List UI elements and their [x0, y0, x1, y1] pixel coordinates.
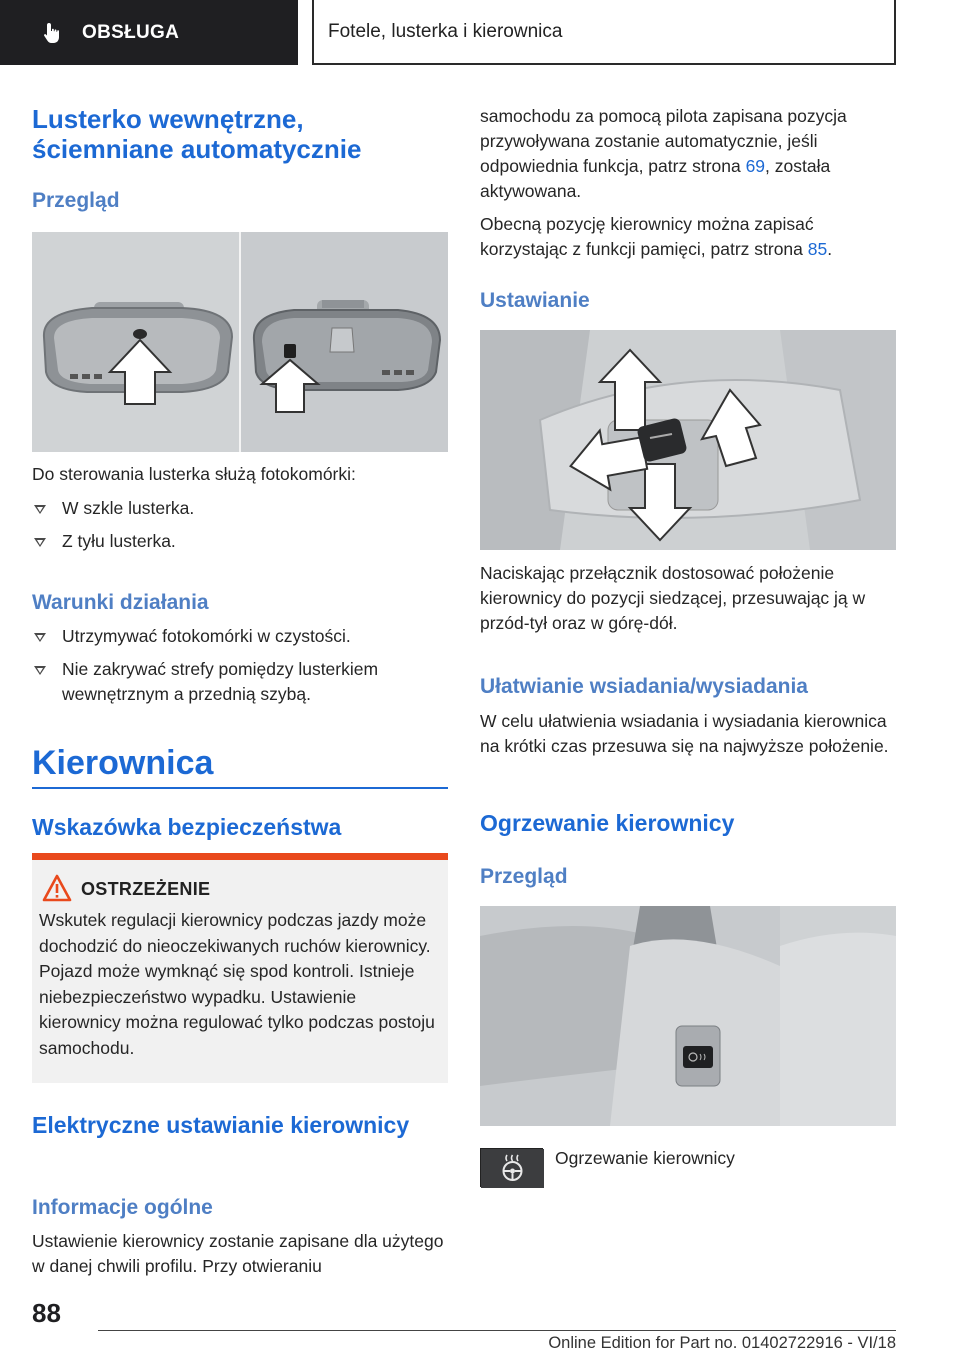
warning-text: Wskutek regulacji kierownicy podczas jazdy może dochodzić do nieoczekiwanych ruchów kierownicy. Pojazd może wymknąć się spod kontroli. Istnieje niebezpieczeństwo wypadku. Ustawienie kierownicy można regulować tylko podczas postoju samochodu.: [39, 910, 435, 1058]
list-item: Utrzymywać fotokomórki w czystości.: [32, 624, 448, 649]
warning-triangle-icon: [42, 874, 72, 902]
easy-entry-text: W celu ułatwienia wsiadania i wysiadania kierownica na krótki czas przesuwa się na najwyższe położenie.: [480, 711, 889, 756]
conditions-heading: Warunki działania: [32, 591, 209, 614]
steering-wheel-heading: Kierownica: [32, 744, 214, 782]
warning-title: OSTRZEŻENIE: [81, 879, 211, 899]
page-link-69[interactable]: 69: [745, 156, 766, 176]
section-label: OBSŁUGA: [82, 21, 180, 43]
bullet-triangle-icon: [34, 538, 46, 547]
electric-adjust-heading: Elektryczne ustawianie kierownicy: [32, 1112, 410, 1138]
mirror-heading: Lusterko wewnętrzne, ściemniane automatycznie: [32, 104, 362, 164]
list-item: Z tyłu lusterka.: [32, 529, 448, 554]
steering-wheel-heat-icon: [481, 1149, 544, 1188]
list-item: W szkle lusterka.: [32, 496, 448, 521]
heating-heading: Ogrzewanie kierownicy: [480, 810, 735, 836]
continued-paragraph: samochodu za pomocą pilota zapisana pozycja przywoływana zostanie automatycznie, jeśli odpowiednia funkcja, patrz strona 69, została aktywowana.: [480, 106, 847, 201]
overview-heading-2: Przegląd: [480, 865, 568, 888]
bullet-triangle-icon: [34, 633, 46, 642]
heating-photo: [480, 906, 896, 1126]
adjust-switch-photo: [480, 330, 896, 550]
memory-paragraph: Obecną pozycję kierownicy można zapisać korzystając z funkcji pamięci, patrz strona 85.: [480, 214, 833, 259]
steering-heat-button: [480, 1148, 543, 1187]
page-number: 88: [32, 1298, 61, 1328]
easy-entry-heading: Ułatwianie wsiadania/wysiadania: [480, 675, 808, 698]
bullet-triangle-icon: [34, 505, 46, 514]
footer-edition: Online Edition for Part no. 01402722916 - VI/18: [548, 1334, 896, 1352]
bullet-triangle-icon: [34, 666, 46, 675]
mirror-photo: [32, 232, 448, 452]
general-info-heading: Informacje ogólne: [32, 1196, 213, 1219]
footer-rule: [98, 1330, 896, 1331]
adjust-text: Naciskając przełącznik dostosować położenie kierownicy do pozycji siedzącej, przesuwając ją w przód-tył oraz w górę-dół.: [480, 563, 866, 633]
chapter-title: Fotele, lusterka i kierownica: [328, 20, 563, 42]
overview-heading-1: Przegląd: [32, 189, 120, 212]
warning-box: [32, 853, 448, 1083]
photocells-intro: Do sterowania lusterka służą fotokomórki:: [32, 464, 356, 484]
heading-rule: [32, 787, 448, 789]
adjust-heading: Ustawianie: [480, 289, 590, 312]
chapter-header: [312, 0, 896, 65]
safety-heading: Wskazówka bezpieczeństwa: [32, 814, 342, 840]
page-link-85[interactable]: 85: [807, 239, 828, 259]
list-item: Nie zakrywać strefy pomiędzy lusterkiem wewnętrznym a przednią szybą.: [32, 657, 448, 707]
hand-pointer-icon: [40, 21, 64, 45]
section-tab: [0, 0, 298, 65]
general-info-text: Ustawienie kierownicy zostanie zapisane dla użytego w danej chwili profilu. Przy otwieraniu: [32, 1231, 444, 1276]
heating-button-label: Ogrzewanie kierownicy: [555, 1148, 735, 1168]
